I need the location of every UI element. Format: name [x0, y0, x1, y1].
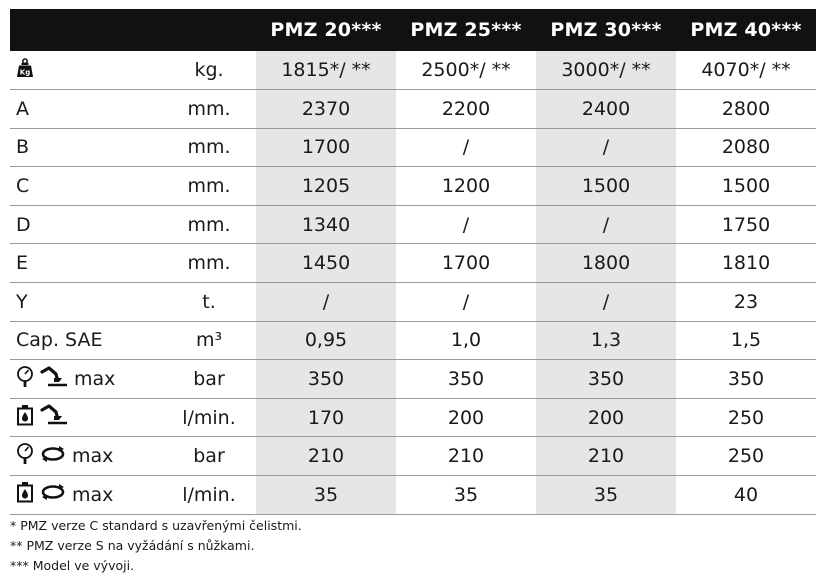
- table-row: [10, 128, 816, 167]
- row-label: [16, 136, 29, 158]
- header-model: PMZ 30***: [536, 9, 676, 51]
- row-unit: kg.: [162, 51, 256, 90]
- row-unit: mm.: [162, 167, 256, 206]
- value-cell: /: [396, 128, 536, 167]
- header-row: [10, 9, 816, 51]
- value-cell: 210: [396, 437, 536, 476]
- value-cell: 1200: [396, 167, 536, 206]
- value-cell: 2370: [256, 90, 396, 129]
- value-cell: /: [536, 283, 676, 322]
- value-cell: 170: [256, 398, 396, 437]
- value-cell: 1750: [676, 205, 816, 244]
- value-cell: 350: [256, 360, 396, 399]
- row-label-cell: [10, 51, 162, 90]
- row-label-text: Cap. SAE: [16, 329, 103, 352]
- header-model: PMZ 40***: [676, 9, 816, 51]
- value-cell: 2800: [676, 90, 816, 129]
- value-cell: 1500: [676, 167, 816, 206]
- header-blank-unit: [162, 9, 256, 51]
- header-blank-label: [10, 9, 162, 51]
- table-row: [10, 283, 816, 322]
- row-label: [16, 481, 113, 508]
- header-model: PMZ 25***: [396, 9, 536, 51]
- value-cell: 40: [676, 476, 816, 515]
- value-cell: 250: [676, 437, 816, 476]
- header-model: PMZ 20***: [256, 9, 396, 51]
- excavator-arm-icon: [40, 366, 68, 393]
- table-row: [10, 244, 816, 283]
- value-cell: 350: [396, 360, 536, 399]
- row-label-text: E: [16, 252, 29, 275]
- row-unit: m³: [162, 321, 256, 360]
- row-label-text: max: [72, 445, 114, 468]
- value-cell: 250: [676, 398, 816, 437]
- row-label: [16, 366, 115, 393]
- value-cell: 4070*/ **: [676, 51, 816, 90]
- row-label: [16, 443, 113, 470]
- row-unit: bar: [162, 360, 256, 399]
- row-unit: l/min.: [162, 476, 256, 515]
- value-cell: 350: [676, 360, 816, 399]
- value-cell: /: [396, 205, 536, 244]
- row-unit: mm.: [162, 128, 256, 167]
- value-cell: 1,3: [536, 321, 676, 360]
- value-cell: /: [536, 205, 676, 244]
- row-label-text: D: [16, 213, 31, 236]
- value-cell: 1205: [256, 167, 396, 206]
- excavator-arm-icon: [40, 404, 68, 431]
- row-label: [16, 291, 28, 313]
- value-cell: 1700: [256, 128, 396, 167]
- row-label: [16, 58, 34, 83]
- oil-flow-icon: [16, 404, 34, 431]
- value-cell: 0,95: [256, 321, 396, 360]
- footnote: * PMZ verze C standard s uzavřenými čelistmi.: [10, 518, 302, 533]
- value-cell: 1815*/ **: [256, 51, 396, 90]
- rotation-icon: [40, 443, 66, 470]
- value-cell: /: [536, 128, 676, 167]
- row-label-text: A: [16, 97, 29, 120]
- table-row: [10, 321, 816, 360]
- row-unit: mm.: [162, 244, 256, 283]
- row-unit: mm.: [162, 205, 256, 244]
- row-label-cell: [10, 321, 162, 360]
- row-label: [16, 98, 29, 120]
- row-label-text: C: [16, 175, 30, 198]
- value-cell: /: [256, 283, 396, 322]
- table-row: [10, 476, 816, 515]
- value-cell: 3000*/ **: [536, 51, 676, 90]
- table-row: [10, 51, 816, 90]
- footnote: ** PMZ verze S na vyžádání s nůžkami.: [10, 538, 255, 553]
- row-unit: bar: [162, 437, 256, 476]
- value-cell: 200: [536, 398, 676, 437]
- spec-table: [10, 9, 816, 515]
- row-label-cell: [10, 90, 162, 129]
- value-cell: 2200: [396, 90, 536, 129]
- row-label: [16, 175, 29, 197]
- value-cell: 2080: [676, 128, 816, 167]
- value-cell: 2500*/ **: [396, 51, 536, 90]
- value-cell: 210: [256, 437, 396, 476]
- value-cell: 1810: [676, 244, 816, 283]
- table-row: [10, 398, 816, 437]
- row-label-cell: [10, 167, 162, 206]
- row-label-cell: [10, 398, 162, 437]
- row-unit: mm.: [162, 90, 256, 129]
- table-row: [10, 360, 816, 399]
- pressure-gauge-icon: [16, 443, 34, 470]
- row-unit: l/min.: [162, 398, 256, 437]
- pressure-gauge-icon: [16, 366, 34, 393]
- row-label-cell: [10, 476, 162, 515]
- row-label-text: Y: [16, 290, 28, 313]
- row-label-cell: [10, 128, 162, 167]
- row-label-cell: [10, 283, 162, 322]
- value-cell: 23: [676, 283, 816, 322]
- value-cell: 1450: [256, 244, 396, 283]
- table-row: [10, 167, 816, 206]
- row-label: [16, 252, 28, 274]
- svg-text:Kg: Kg: [19, 68, 31, 77]
- value-cell: 2400: [536, 90, 676, 129]
- value-cell: 1700: [396, 244, 536, 283]
- table-row: [10, 205, 816, 244]
- weight-kg-icon: [16, 58, 34, 83]
- row-label-cell: [10, 244, 162, 283]
- row-label: [16, 404, 68, 431]
- value-cell: 35: [396, 476, 536, 515]
- row-unit: t.: [162, 283, 256, 322]
- value-cell: 350: [536, 360, 676, 399]
- table-row: [10, 90, 816, 129]
- value-cell: 200: [396, 398, 536, 437]
- table-row: [10, 437, 816, 476]
- value-cell: 1340: [256, 205, 396, 244]
- value-cell: 35: [256, 476, 396, 515]
- row-label-text: B: [16, 136, 30, 159]
- value-cell: 1500: [536, 167, 676, 206]
- value-cell: /: [396, 283, 536, 322]
- footnote: *** Model ve vývoji.: [10, 558, 135, 573]
- value-cell: 210: [536, 437, 676, 476]
- rotation-icon: [40, 481, 66, 508]
- row-label: [16, 214, 31, 236]
- row-label: [16, 329, 102, 351]
- row-label-cell: [10, 205, 162, 244]
- oil-flow-icon: [16, 481, 34, 508]
- row-label-text: max: [72, 483, 114, 506]
- footnotes: [10, 516, 816, 576]
- value-cell: 35: [536, 476, 676, 515]
- row-label-cell: [10, 437, 162, 476]
- value-cell: 1,5: [676, 321, 816, 360]
- value-cell: 1800: [536, 244, 676, 283]
- row-label-cell: [10, 360, 162, 399]
- row-label-text: max: [74, 368, 116, 391]
- value-cell: 1,0: [396, 321, 536, 360]
